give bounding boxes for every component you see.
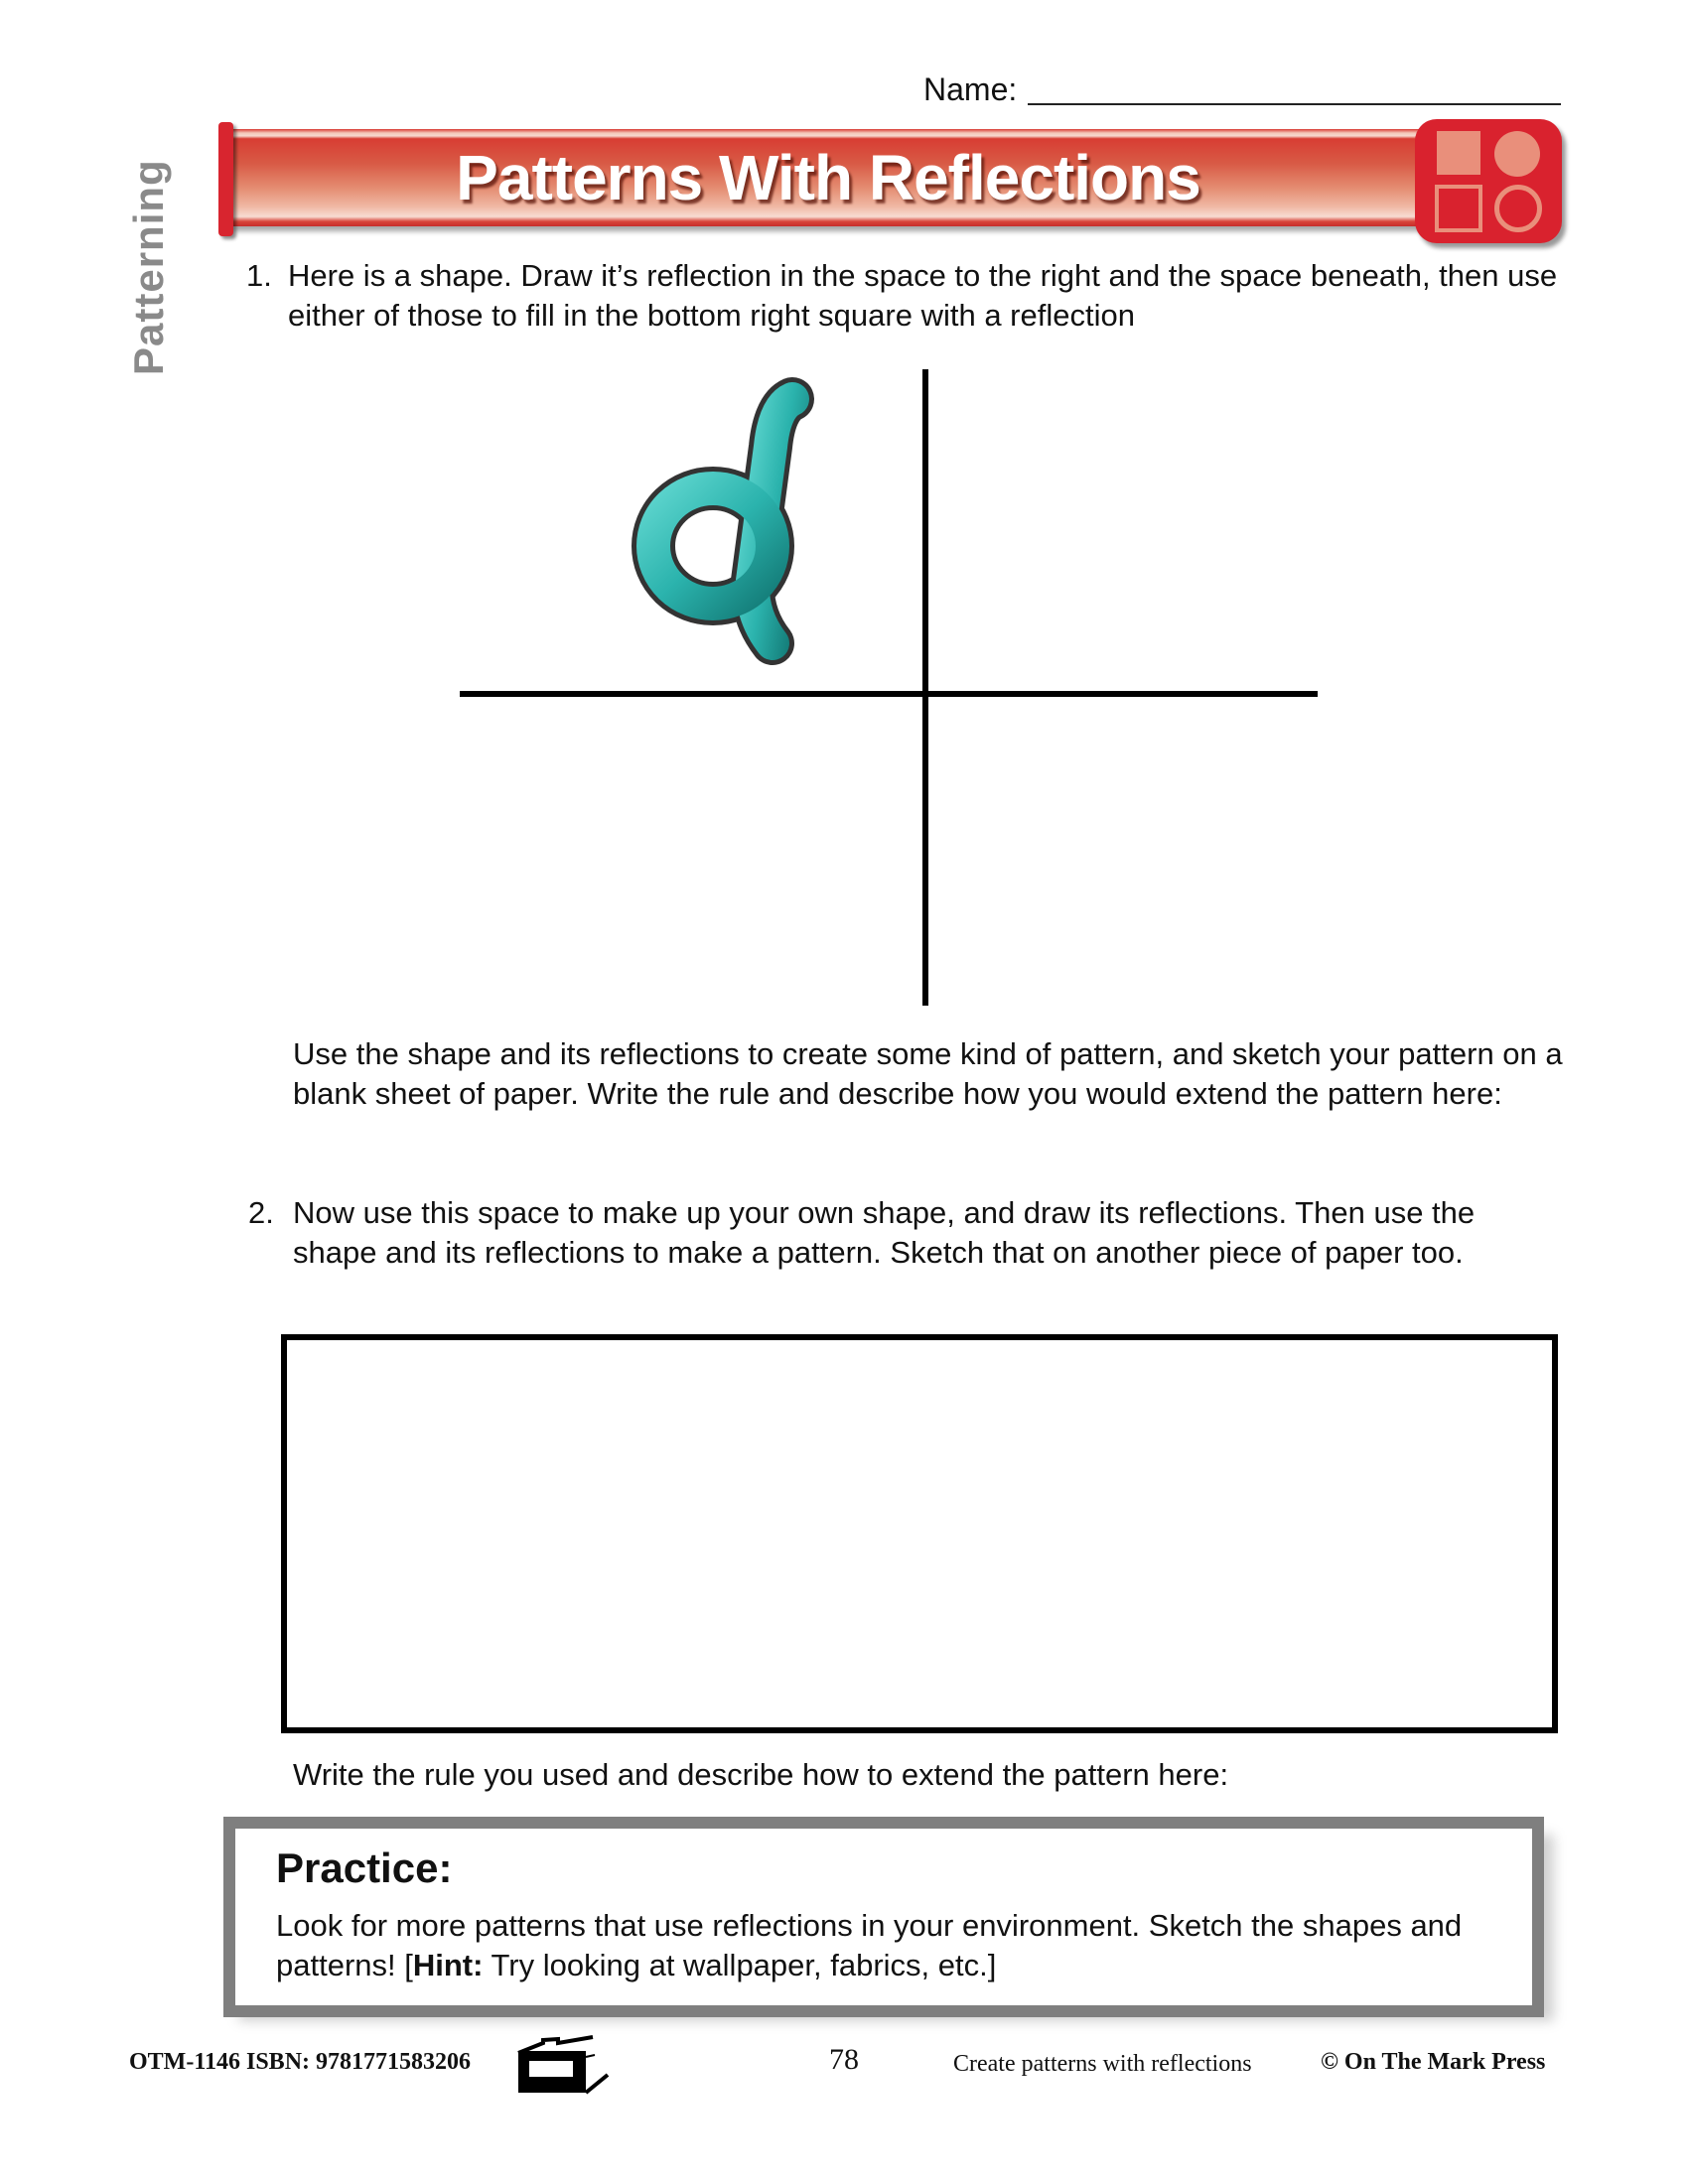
- teal-letter-d-icon: [626, 377, 824, 665]
- drawing-area-box[interactable]: [281, 1334, 1558, 1733]
- title-banner-cap: [218, 122, 233, 236]
- practice-body-end: Try looking at wallpaper, fabrics, etc.]: [483, 1948, 997, 1982]
- footer-copyright: © On The Mark Press: [1321, 2049, 1546, 2075]
- filled-square-icon: [1437, 131, 1480, 175]
- shapes-logo-icon: [1415, 119, 1562, 243]
- diamond-chain-border: [179, 127, 195, 2013]
- question-1-text: Here is a shape. Draw it’s reflection in the space to the right and the space beneath, then use either of those to fill in the bottom right square with a reflection: [288, 258, 1558, 333]
- page-title: Patterns With Reflections: [456, 142, 1200, 213]
- reflection-axis-horizontal: [460, 691, 1318, 697]
- name-input-line[interactable]: [1028, 103, 1561, 105]
- question-1-follow-up: Use the shape and its reflections to create some kind of pattern, and sketch your pattern on a blank sheet of paper. Write the rule and describe how you would extend the pattern here:: [293, 1036, 1563, 1111]
- question-2-text: Now use this space to make up your own shape, and draw its reflections. Then use the shape and its reflections to make a pattern. Sketch that on another piece of paper too.: [293, 1195, 1476, 1270]
- practice-body: [276, 1906, 1527, 1985]
- page-number: 78: [829, 2043, 859, 2076]
- filled-circle-icon: [1494, 131, 1540, 177]
- footer-product-code: OTM-1146 ISBN: 9781771583206: [129, 2049, 472, 2075]
- practice-title: Practice:: [276, 1844, 453, 1891]
- footer-description: Create patterns with reflections: [953, 2051, 1252, 2077]
- reflection-axis-vertical: [922, 369, 928, 1006]
- name-label: Name:: [923, 71, 1018, 107]
- practice-body-start: Look for more patterns that use reflections in your environment. Sketch the shapes and patterns! [: [276, 1908, 1463, 1982]
- question-1-number: 1.: [246, 258, 272, 293]
- photocopier-icon: [513, 2035, 613, 2095]
- side-section-title: Patterning: [125, 159, 172, 375]
- outline-square-icon: [1435, 185, 1482, 232]
- question-2-number: 2.: [248, 1195, 274, 1230]
- question-2-follow-up: Write the rule you used and describe how to extend the pattern here:: [293, 1757, 1229, 1792]
- outline-circle-icon: [1494, 185, 1542, 232]
- practice-hint-label: Hint:: [412, 1948, 484, 1982]
